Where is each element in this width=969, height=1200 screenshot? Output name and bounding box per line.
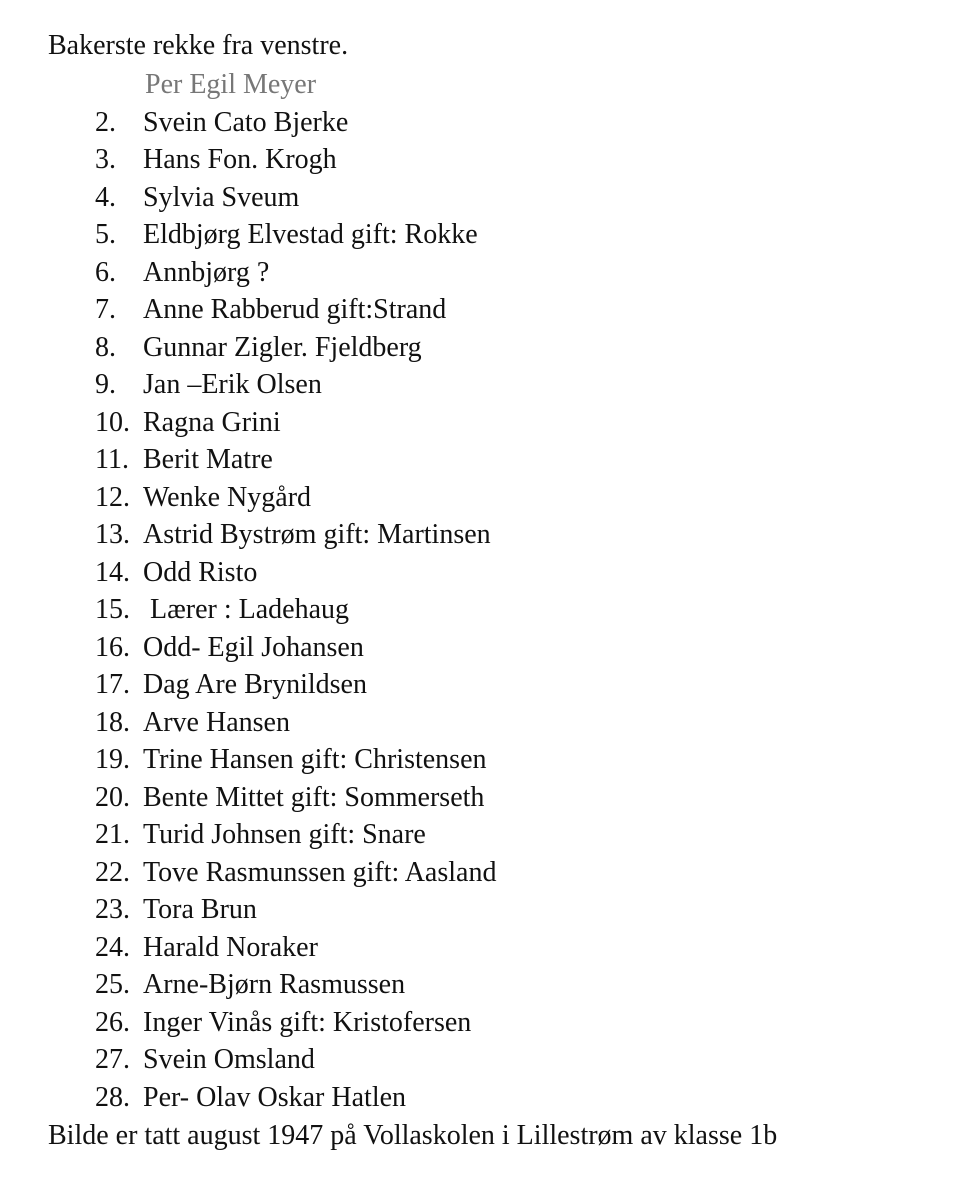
list-item-name: Odd Risto <box>143 556 258 588</box>
list-item <box>95 779 496 817</box>
list-item-number: 9. <box>95 369 116 400</box>
list-item <box>95 591 496 629</box>
list-item-number: 3. <box>95 144 116 175</box>
list-item-name: Berit Matre <box>143 444 273 475</box>
list-item <box>95 179 496 217</box>
list-item-name: Anne Rabberud gift:Strand <box>143 294 447 325</box>
list-item-name: Astrid Bystrøm gift: Martinsen <box>143 519 491 550</box>
list-item-name: Hans Fon. Krogh <box>143 144 337 175</box>
list-item-name: Ragna Grini <box>143 406 281 438</box>
list-item-name: Lærer : Ladehaug <box>143 594 350 625</box>
list-item-number: 20. <box>95 781 130 813</box>
list-item-name: Eldbjørg Elvestad gift: Rokke <box>143 219 478 250</box>
list-item <box>95 329 496 367</box>
list-item-name: Tora Brun <box>143 894 257 925</box>
list-item-number: 16. <box>95 631 130 663</box>
list-item <box>95 66 496 104</box>
list-item <box>95 216 496 254</box>
list-item <box>95 1041 496 1079</box>
list-item-number: 22. <box>95 856 130 888</box>
list-item-number: 27. <box>95 1044 130 1075</box>
list-item <box>95 554 496 592</box>
list-item <box>95 1079 496 1117</box>
list-item-number: 14. <box>95 556 130 588</box>
list-item-name: Trine Hansen gift: Christensen <box>143 744 487 775</box>
list-item-name: Harald Noraker <box>143 931 318 963</box>
list-item-number: 6. <box>95 256 116 288</box>
list-item-number: 8. <box>95 331 116 363</box>
list-item <box>95 1004 496 1042</box>
list-item-name: Arne-Bjørn Rasmussen <box>143 969 406 1000</box>
list-heading: Bakerste rekke fra venstre. <box>48 30 349 61</box>
list-item-name: Svein Omsland <box>143 1044 315 1075</box>
list-item-number: 25. <box>95 969 130 1000</box>
list-item-name: Svein Cato Bjerke <box>143 106 349 138</box>
photo-caption: Bilde er tatt august 1947 på Vollaskolen i Lillestrøm av klasse 1b <box>48 1120 778 1151</box>
list-item <box>95 816 496 854</box>
list-item-number: 11. <box>95 444 129 475</box>
list-item <box>95 629 496 667</box>
list-item-name: Dag Are Brynildsen <box>143 669 367 700</box>
list-item-name: Wenke Nygård <box>143 481 312 513</box>
list-item-number: 2. <box>95 106 116 138</box>
list-item-number: 17. <box>95 669 130 700</box>
list-item-name: Sylvia Sveum <box>143 181 300 213</box>
list-item-name: Annbjørg ? <box>143 256 270 288</box>
list-item-name: Jan –Erik Olsen <box>143 369 322 400</box>
list-item-name: Inger Vinås gift: Kristofersen <box>143 1006 472 1038</box>
list-item <box>95 254 496 292</box>
list-item <box>95 141 496 179</box>
list-item-name: Arve Hansen <box>143 706 290 738</box>
list-item-name: Odd- Egil Johansen <box>143 631 364 663</box>
list-item-name: Turid Johnsen gift: Snare <box>143 819 426 850</box>
list-item-number: 24. <box>95 931 130 963</box>
list-item-number: 18. <box>95 706 130 738</box>
list-item <box>95 854 496 892</box>
list-item <box>95 104 496 142</box>
list-item <box>95 666 496 704</box>
list-item-number: 26. <box>95 1006 130 1038</box>
list-item-number: 21. <box>95 819 130 850</box>
list-item <box>95 891 496 929</box>
list-item-number: 23. <box>95 894 130 925</box>
list-item-name: Bente Mittet gift: Sommerseth <box>143 781 485 813</box>
list-item <box>95 929 496 967</box>
name-list <box>95 66 496 1116</box>
list-item-number: 28. <box>95 1081 130 1113</box>
list-item <box>95 516 496 554</box>
list-item-number: 19. <box>95 744 130 775</box>
list-item-number: 4. <box>95 181 116 213</box>
list-item-number: 13. <box>95 519 130 550</box>
list-item-name: Per Egil Meyer <box>145 69 317 100</box>
list-item-number: 15. <box>95 594 130 625</box>
list-item-name: Gunnar Zigler. Fjeldberg <box>143 331 422 363</box>
list-item-number: 10. <box>95 406 130 438</box>
list-item-number: 12. <box>95 481 130 513</box>
list-item <box>95 704 496 742</box>
list-item-name: Tove Rasmunssen gift: Aasland <box>143 856 497 888</box>
list-item <box>95 479 496 517</box>
list-item <box>95 966 496 1004</box>
list-item-number: 5. <box>95 219 116 250</box>
list-item <box>95 404 496 442</box>
list-item <box>95 291 496 329</box>
list-item <box>95 741 496 779</box>
list-item <box>95 366 496 404</box>
list-item <box>95 441 496 479</box>
list-item-name: Per- Olav Oskar Hatlen <box>143 1081 407 1113</box>
list-item-number: 7. <box>95 294 116 325</box>
